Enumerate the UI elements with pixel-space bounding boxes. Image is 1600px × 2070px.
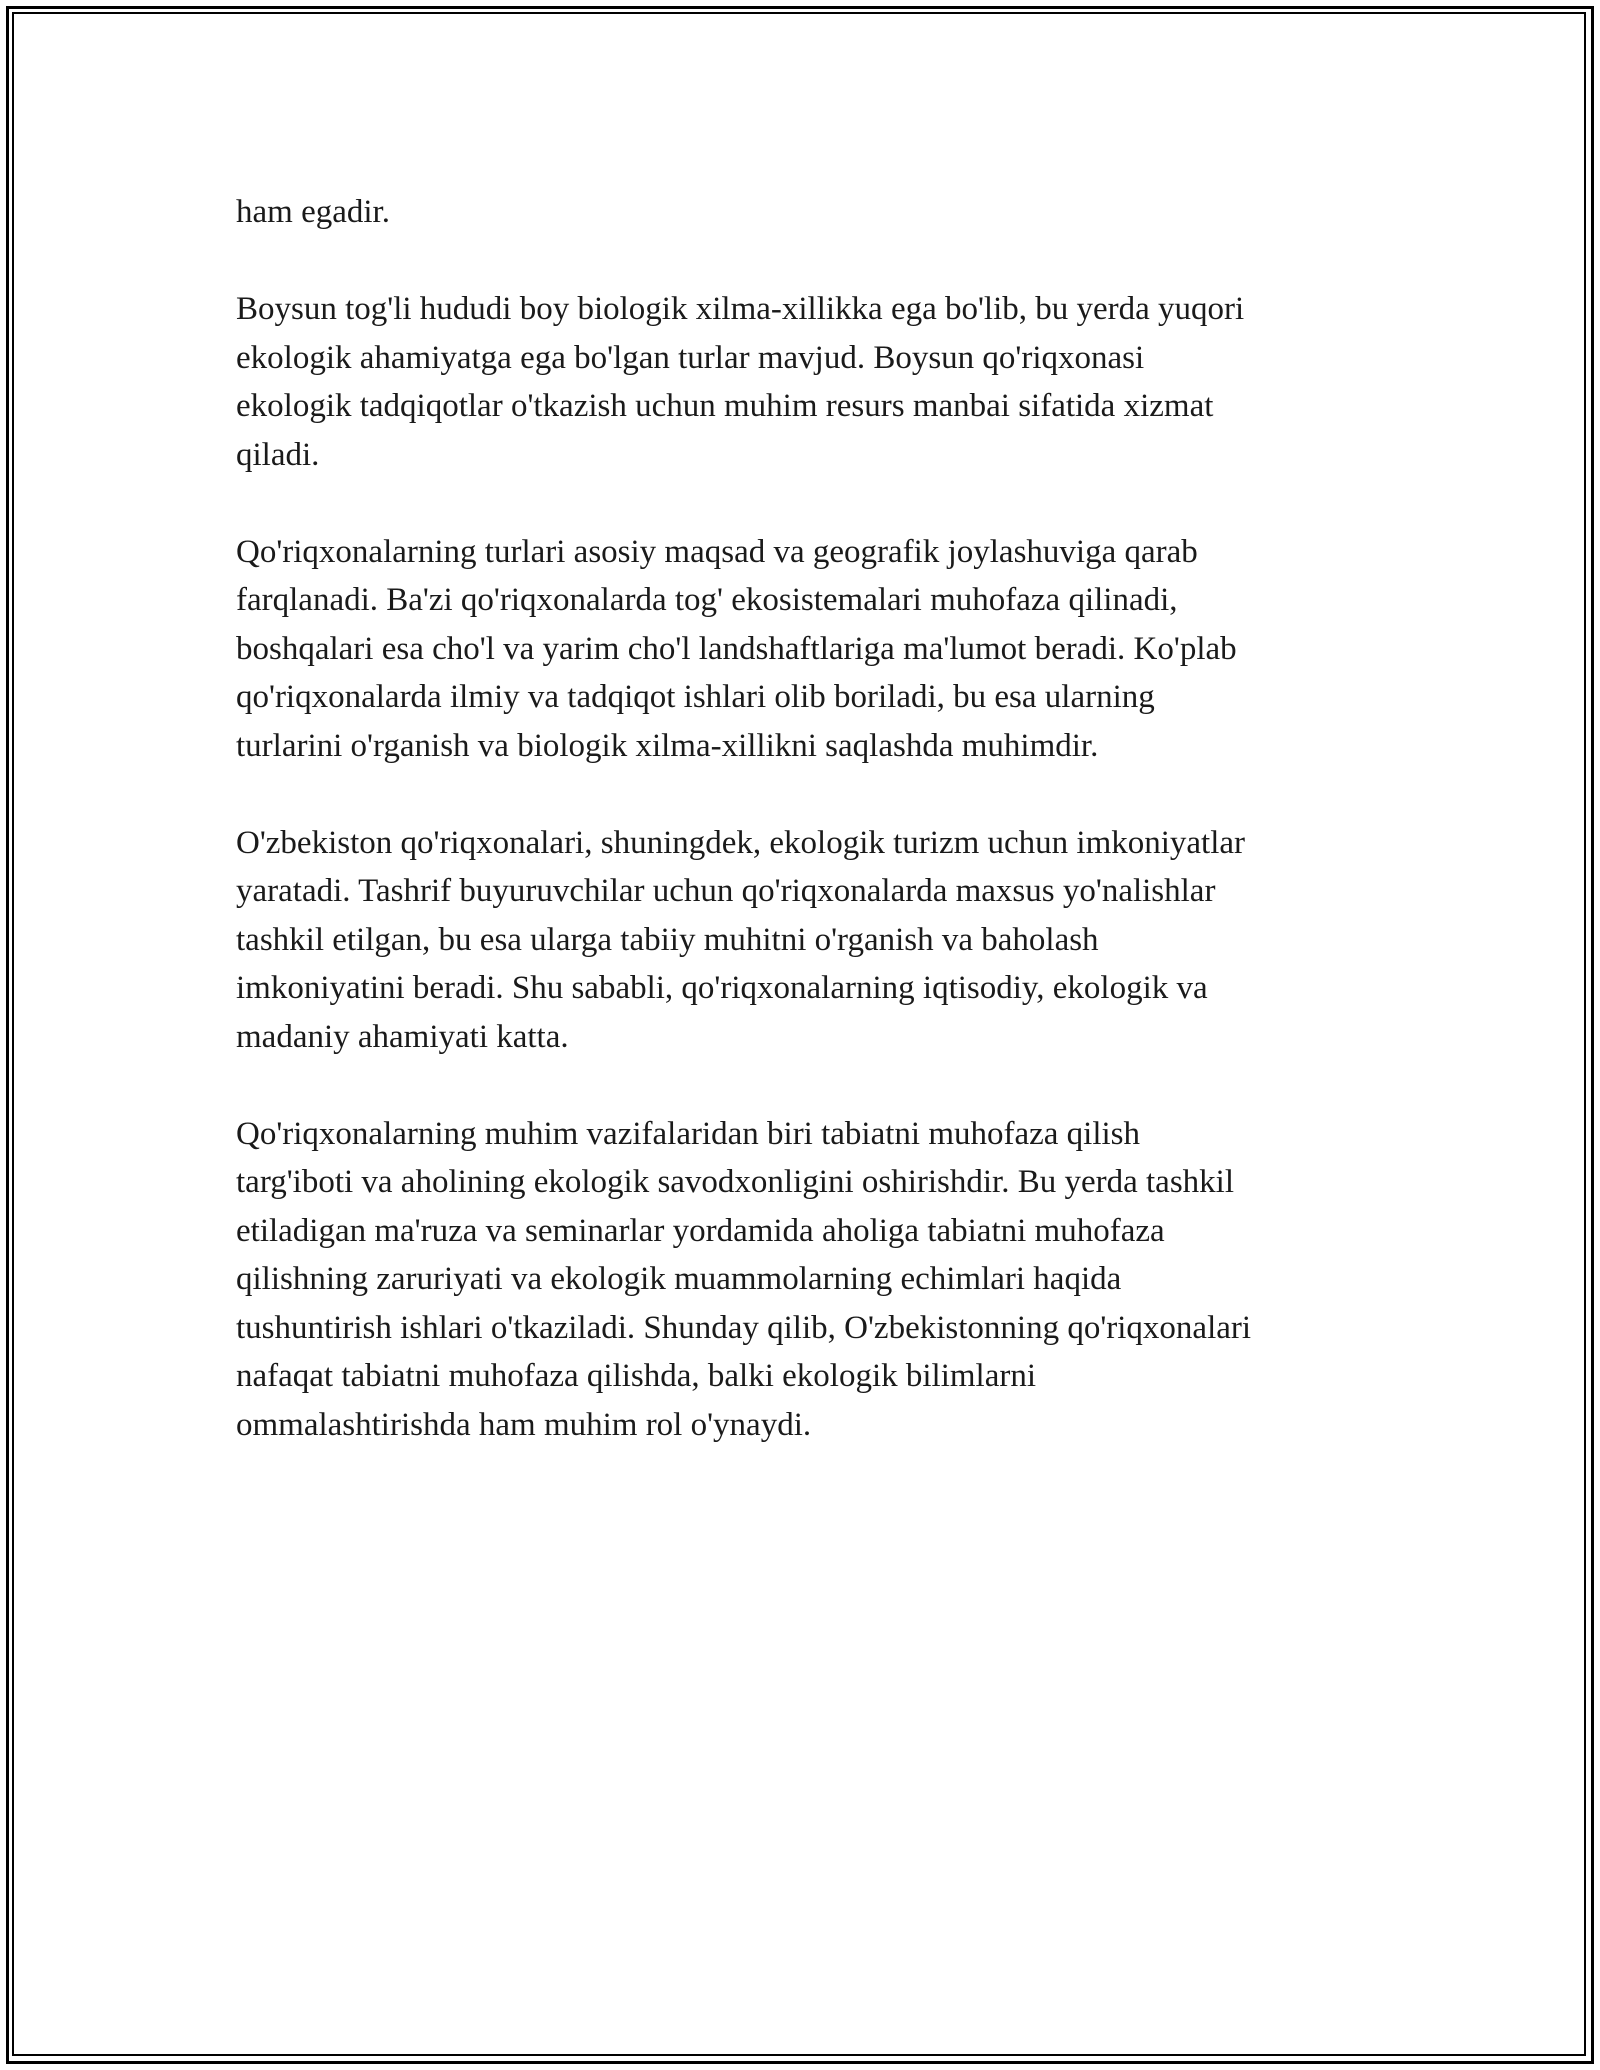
paragraph-3 bbox=[236, 528, 1386, 771]
text-line: tashkil etilgan, bu esa ularga tabiiy muhitni o'rganish va baholash bbox=[236, 921, 1099, 958]
paragraph-5 bbox=[236, 1110, 1386, 1450]
text-line: Qo'riqxonalarning turlari asosiy maqsad va geografik joylashuviga qarab bbox=[236, 533, 1198, 570]
text-line: ham egadir. bbox=[236, 194, 390, 230]
text-line: tushuntirish ishlari o'tkaziladi. Shunday qilib, O'zbekistonning qo'riqxonalari bbox=[236, 1309, 1252, 1346]
paragraph-4 bbox=[236, 819, 1386, 1062]
document-body bbox=[236, 188, 1386, 1498]
text-line: qiladi. bbox=[236, 436, 320, 473]
text-line: madaniy ahamiyati katta. bbox=[236, 1018, 569, 1055]
paragraph-2 bbox=[236, 285, 1386, 479]
text-line: turlarini o'rganish va biologik xilma-xillikni saqlashda muhimdir. bbox=[236, 727, 1099, 764]
text-line: qilishning zaruriyati va ekologik muammolarning echimlari haqida bbox=[236, 1261, 1122, 1297]
text-line: qo'riqxonalarda ilmiy va tadqiqot ishlari olib boriladi, bu esa ularning bbox=[236, 679, 1155, 715]
text-line: targ'iboti va aholining ekologik savodxonligini oshirishdir. Bu yerda tashkil bbox=[236, 1164, 1234, 1200]
text-line: nafaqat tabiatni muhofaza qilishda, balki ekologik bilimlarni bbox=[236, 1358, 1037, 1394]
text-line: imkoniyatini beradi. Shu sababli, qo'riqxonalarning iqtisodiy, ekologik va bbox=[236, 970, 1208, 1006]
text-line: ekologik ahamiyatga ega bo'lgan turlar mavjud. Boysun qo'riqxonasi bbox=[236, 339, 1145, 376]
text-line: Boysun tog'li hududi boy biologik xilma-xillikka ega bo'lib, bu yerda yuqori bbox=[236, 291, 1245, 327]
text-line: etiladigan ma'ruza va seminarlar yordamida aholiga tabiatni muhofaza bbox=[236, 1212, 1165, 1249]
text-line: boshqalari esa cho'l va yarim cho'l landshaftlariga ma'lumot beradi. Ko'plab bbox=[236, 630, 1237, 667]
text-line: ommalashtirishda ham muhim rol o'ynaydi. bbox=[236, 1406, 812, 1443]
text-line: farqlanadi. Ba'zi qo'riqxonalarda tog' ekosistemalari muhofaza qilinadi, bbox=[236, 582, 1178, 618]
text-line: ekologik tadqiqotlar o'tkazish uchun muhim resurs manbai sifatida xizmat bbox=[236, 388, 1214, 424]
text-line: Qo'riqxonalarning muhim vazifalaridan biri tabiatni muhofaza qilish bbox=[236, 1115, 1141, 1152]
paragraph-1 bbox=[236, 188, 1386, 237]
text-line: yaratadi. Tashrif buyuruvchilar uchun qo'riqxonalarda maxsus yo'nalishlar bbox=[236, 873, 1216, 909]
text-line: O'zbekiston qo'riqxonalari, shuningdek, ekologik turizm uchun imkoniyatlar bbox=[236, 824, 1246, 861]
